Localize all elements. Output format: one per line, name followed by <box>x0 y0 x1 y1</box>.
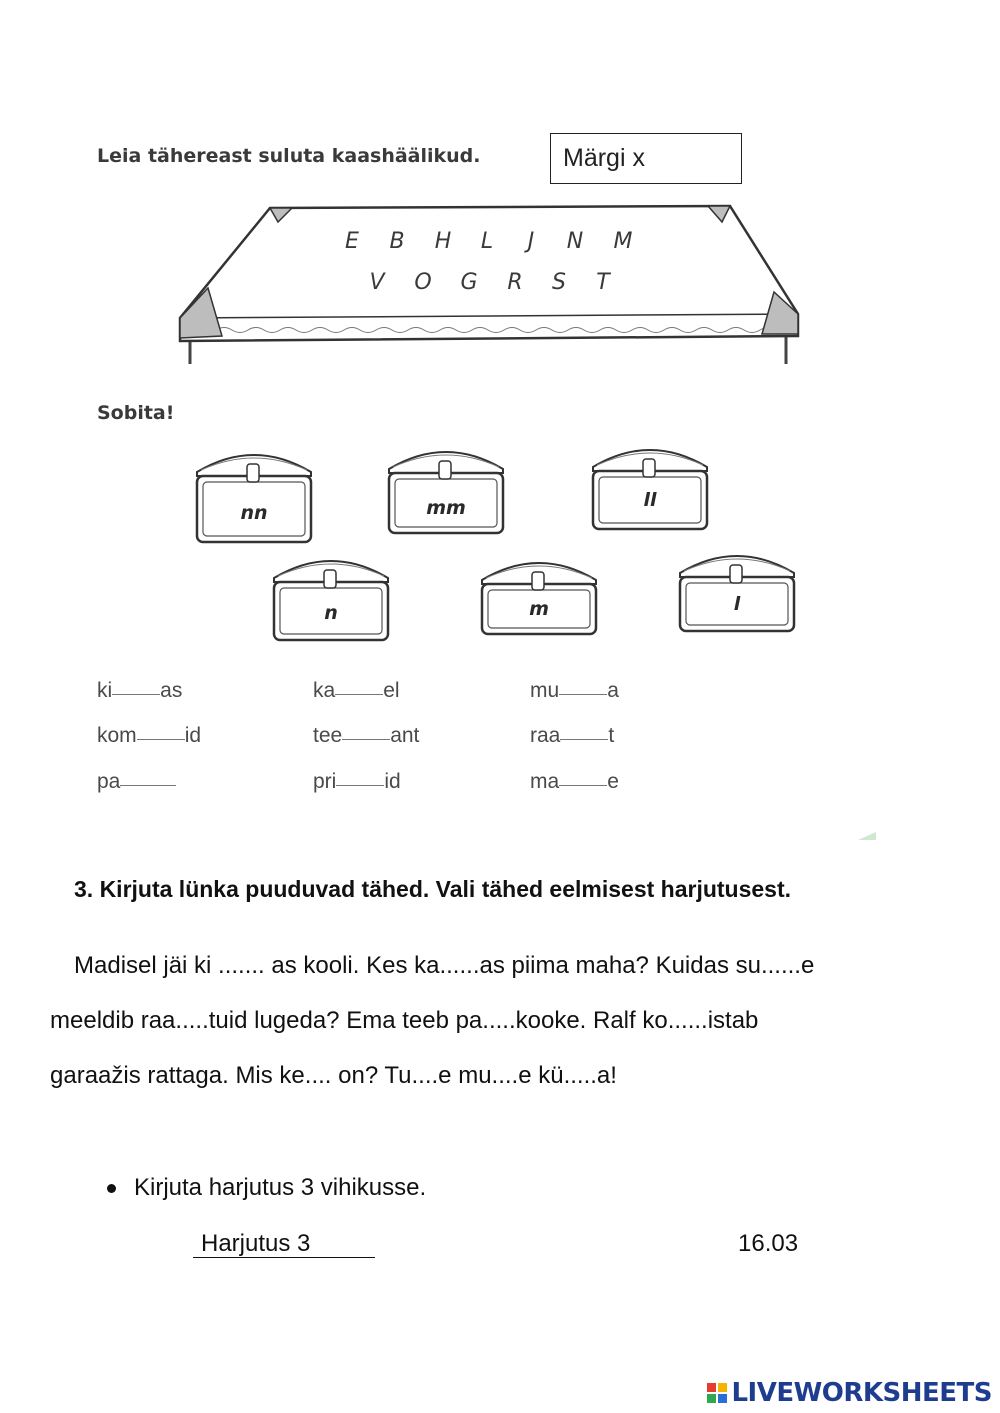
word-blank[interactable] <box>313 679 400 703</box>
notebook-heading: Harjutus 3 <box>193 1230 375 1258</box>
word-suffix: a <box>607 679 619 702</box>
chest-label: nn <box>240 502 268 524</box>
board-letter[interactable]: G <box>460 270 478 295</box>
board-letter[interactable]: M <box>613 229 633 254</box>
board-drawing <box>170 196 810 366</box>
board-letter[interactable]: B <box>389 229 405 254</box>
word-blank[interactable] <box>530 679 619 703</box>
blank-line[interactable] <box>560 738 608 740</box>
exercise-3-text-line[interactable]: Madisel jäi ki ....... as kooli. Kes ka......as piima maha? Kuidas su......e <box>74 952 815 979</box>
chest-n[interactable] <box>270 546 392 656</box>
word-prefix: pa <box>97 770 121 793</box>
word-suffix: e <box>607 770 619 793</box>
exercise-3-text-line[interactable]: garaažis rattaga. Mis ke.... on? Tu....e mu....e kü.....a! <box>50 1062 617 1089</box>
word-blank[interactable] <box>97 770 176 794</box>
blank-line[interactable] <box>559 693 607 695</box>
exercise-3-title: 3. Kirjuta lünka puuduvad tähed. Vali tähed eelmisest harjutusest. <box>74 876 792 902</box>
exercise-3-text-line[interactable]: meeldib raa.....tuid lugeda? Ema teeb pa.....kooke. Ralf ko......istab <box>50 1007 759 1034</box>
chest-label: l <box>733 593 741 615</box>
word-prefix: kom <box>97 724 137 747</box>
chest-l[interactable] <box>676 541 798 651</box>
word-blank[interactable] <box>313 770 401 794</box>
decorative-leaf-icon <box>858 826 878 836</box>
chest-label: n <box>324 602 338 624</box>
word-blank[interactable] <box>530 724 614 748</box>
word-suffix: as <box>160 679 183 702</box>
word-prefix: raa <box>530 724 561 747</box>
word-prefix: mu <box>530 679 560 702</box>
date-text: 16.03 <box>738 1230 799 1257</box>
word-suffix: id <box>384 770 401 793</box>
chest-ll[interactable] <box>589 435 711 545</box>
board-letter[interactable]: O <box>414 270 432 295</box>
exercise-title: Leia tähereast suluta kaashäälikud. <box>97 145 481 167</box>
chest-nn[interactable] <box>193 440 315 550</box>
chest-m[interactable] <box>478 548 600 658</box>
word-blank[interactable] <box>313 724 419 748</box>
word-blank[interactable] <box>97 724 201 748</box>
board-letter[interactable]: R <box>507 270 523 295</box>
board-letter[interactable]: E <box>345 229 359 254</box>
chest-label: ll <box>643 489 657 511</box>
board-letter[interactable]: T <box>596 270 610 295</box>
blank-line[interactable] <box>112 693 160 695</box>
blank-line[interactable] <box>559 784 607 786</box>
word-blank[interactable] <box>97 679 182 703</box>
board-letter[interactable]: J <box>527 229 535 254</box>
blank-line[interactable] <box>137 738 185 740</box>
word-prefix: tee <box>313 724 343 747</box>
mark-x-box[interactable]: Märgi x <box>550 133 742 184</box>
word-prefix: ki <box>97 679 113 702</box>
board-letter[interactable]: L <box>480 229 494 254</box>
word-prefix: ma <box>530 770 560 793</box>
word-suffix: id <box>184 724 202 747</box>
blank-line[interactable] <box>335 693 383 695</box>
word-blank[interactable] <box>530 770 619 794</box>
blank-line[interactable] <box>120 784 176 786</box>
board-letter[interactable]: S <box>552 270 566 295</box>
bullet-text: Kirjuta harjutus 3 vihikusse. <box>134 1174 427 1201</box>
match-title: Sobita! <box>97 402 175 424</box>
logo-icon <box>707 1383 727 1403</box>
chest-label: mm <box>426 497 466 519</box>
word-suffix: el <box>383 679 400 702</box>
bullet-icon <box>107 1184 116 1193</box>
board-letter[interactable]: N <box>566 229 584 254</box>
word-prefix: ka <box>313 679 336 702</box>
liveworksheets-logo[interactable] <box>707 1378 992 1408</box>
logo-text: LIVEWORKSHEETS <box>731 1378 992 1408</box>
chest-mm[interactable] <box>385 437 507 547</box>
blank-line[interactable] <box>342 738 390 740</box>
board-letter[interactable]: H <box>434 229 452 254</box>
letter-board <box>170 196 810 366</box>
board-letter[interactable]: V <box>369 270 385 295</box>
chest-label: m <box>529 598 549 620</box>
word-suffix: ant <box>390 724 420 747</box>
blank-line[interactable] <box>336 784 384 786</box>
word-suffix: t <box>608 724 615 747</box>
word-prefix: pri <box>313 770 337 793</box>
